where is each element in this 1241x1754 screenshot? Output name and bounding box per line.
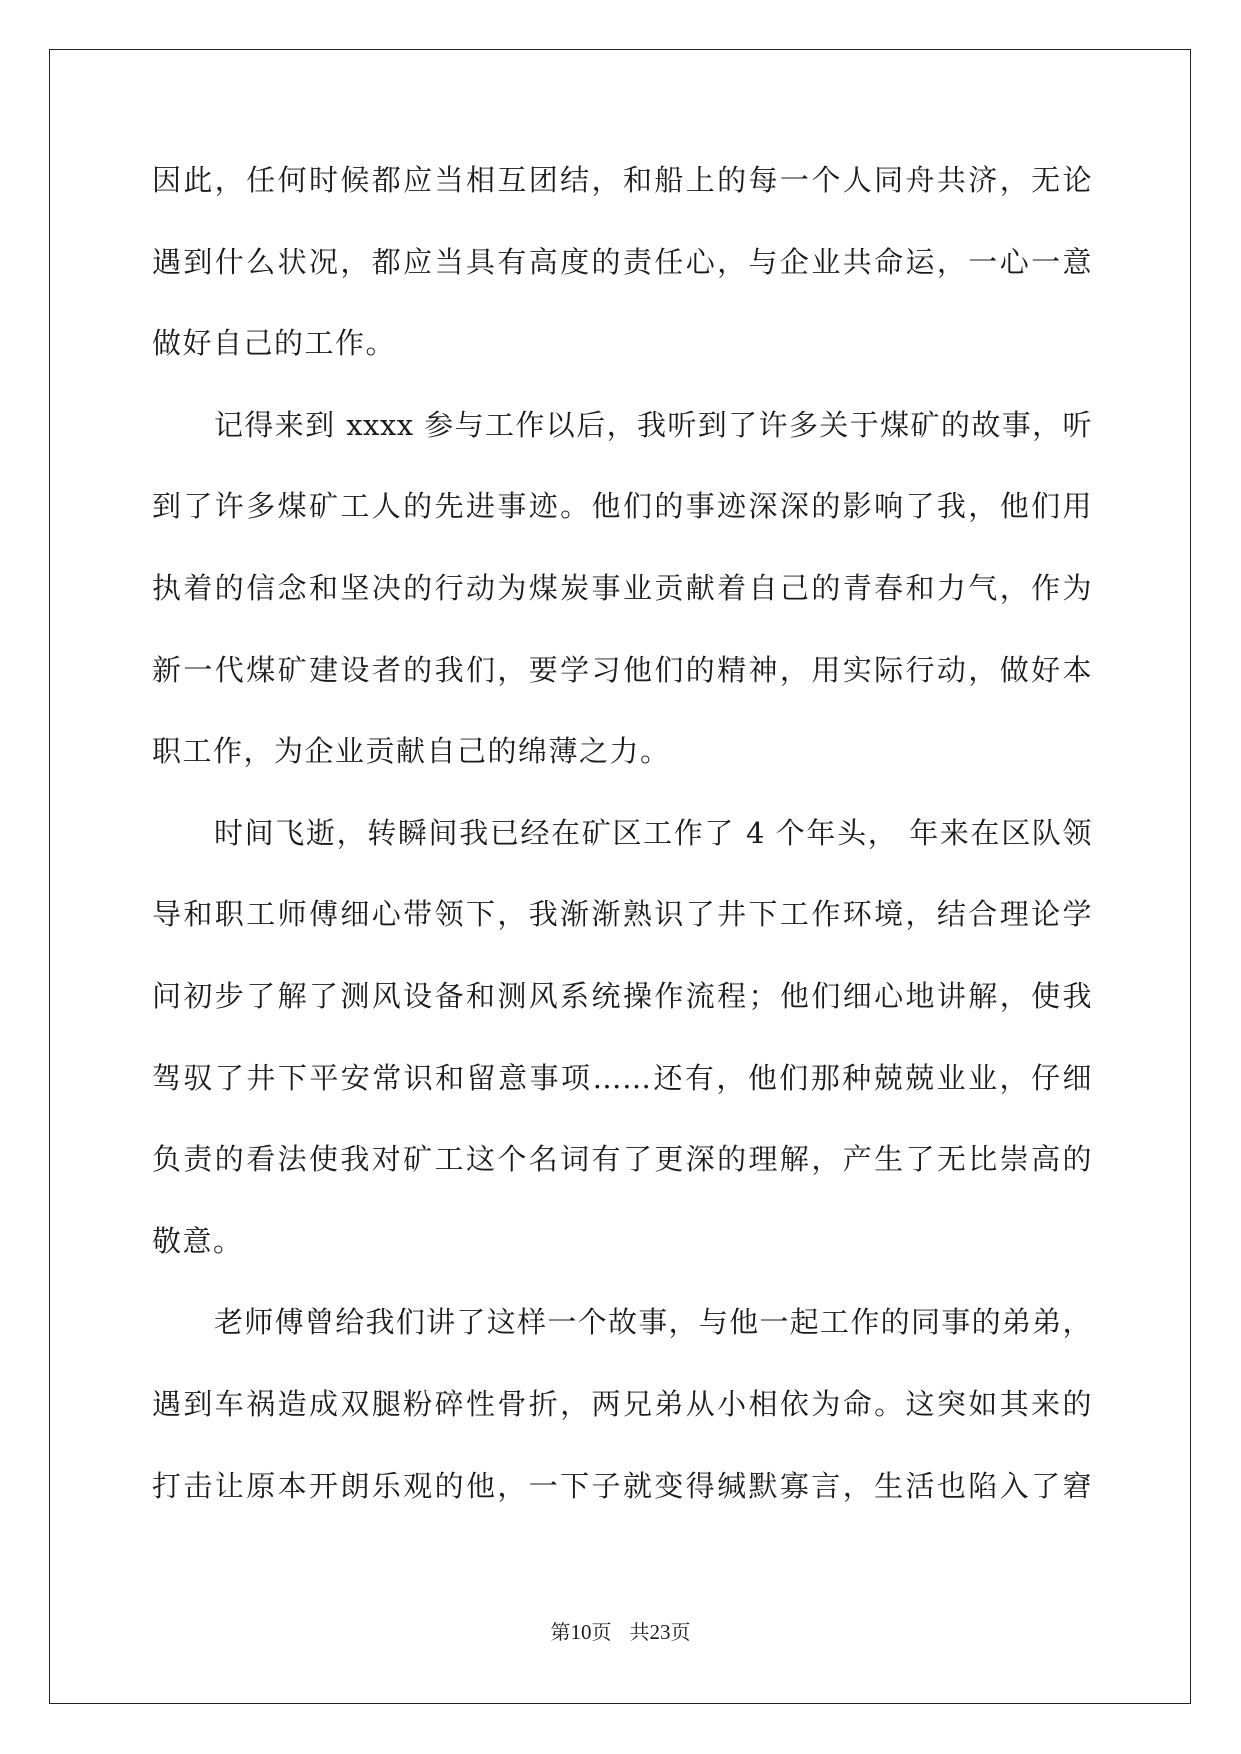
- text-line: 导和职工师傅细心带领下，我渐渐熟识了井下工作环境，结合理论学: [152, 897, 1092, 932]
- text-line: 时间飞逝，转瞬间我已经在矿区工作了 4 个年头， 年来在区队领: [214, 815, 1092, 850]
- text-line: 问初步了解了测风设备和测风系统操作流程；他们细心地讲解，使我: [152, 978, 1092, 1013]
- text-line: 遇到什么状况，都应当具有高度的责任心，与企业共命运，一心一意: [152, 244, 1092, 279]
- text-line: 新一代煤矿建设者的我们，要学习他们的精神，用实际行动，做好本: [152, 652, 1092, 687]
- text-line: 打击让原本开朗乐观的他，一下子就变得缄默寡言，生活也陷入了窘: [152, 1468, 1092, 1503]
- footer-total-prefix: 共: [629, 1620, 650, 1644]
- text-line: 执着的信念和坚决的行动为煤炭事业贡献着自己的青春和力气，作为: [152, 570, 1092, 605]
- total-pages-number: 23: [649, 1620, 671, 1644]
- text-line: 遇到车祸造成双腿粉碎性骨折，两兄弟从小相依为命。这突如其来的: [152, 1386, 1092, 1421]
- text-line: 负责的看法使我对矿工这个名词有了更深的理解，产生了无比崇高的: [152, 1142, 1092, 1177]
- current-page-number: 10: [570, 1620, 592, 1644]
- footer-prefix: 第: [550, 1620, 571, 1644]
- text-line: 敬意。: [152, 1223, 244, 1258]
- footer-page-word: 页: [591, 1620, 612, 1644]
- text-line: 驾驭了井下平安常识和留意事项……还有，他们那种兢兢业业，仔细: [152, 1060, 1092, 1095]
- text-line: 因此，任何时候都应当相互团结，和船上的每一个人同舟共济，无论: [152, 163, 1092, 197]
- page-footer: [0, 1616, 1241, 1645]
- text-line: 记得来到 xxxx 参与工作以后，我听到了许多关于煤矿的故事，听: [214, 407, 1092, 442]
- footer-total-suffix: 页: [670, 1620, 691, 1644]
- document-body: [152, 160, 1092, 1547]
- text-line: 到了许多煤矿工人的先进事迹。他们的事迹深深的影响了我，他们用: [152, 489, 1092, 524]
- text-line: 做好自己的工作。: [152, 326, 397, 361]
- text-line: 老师傅曾给我们讲了这样一个故事，与他一起工作的同事的弟弟，: [214, 1305, 1092, 1340]
- text-line: 职工作，为企业贡献自己的绵薄之力。: [152, 734, 671, 769]
